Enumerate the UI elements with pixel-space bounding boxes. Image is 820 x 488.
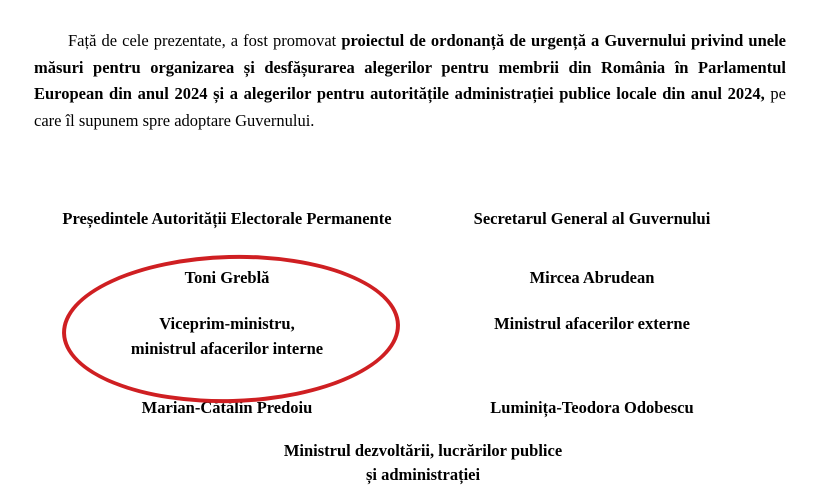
body-paragraph bbox=[34, 28, 786, 135]
spacer bbox=[34, 163, 786, 207]
signatory-title-interne-line1: Viceprim-ministru, bbox=[159, 314, 295, 334]
signature-row-names-2 bbox=[34, 396, 786, 421]
signatory-title-interne bbox=[34, 312, 410, 362]
signatory-title-dezvoltare-line2: și administrației bbox=[365, 465, 481, 485]
paragraph-lead-text: Față de cele prezentate, a fost promovat bbox=[68, 31, 342, 50]
signatory-title-dezvoltare-line1: Ministrul dezvoltării, lucrărilor publice bbox=[283, 440, 563, 460]
signatory-name-abrudean: Mircea Abrudean bbox=[529, 267, 655, 287]
spacer bbox=[34, 232, 786, 266]
signature-block bbox=[34, 163, 786, 488]
signatory-title-externe: Ministrul afacerilor externe bbox=[494, 314, 690, 334]
signatory-name-predoiu: Marian-Cătălin Predoiu bbox=[141, 397, 313, 417]
signature-row-names-1 bbox=[34, 266, 786, 291]
signatory-name-odobescu: Luminița-Teodora Odobescu bbox=[490, 397, 694, 417]
paragraph-bold-text: proiectul de ordonanță de urgență a Guvernului privind unele măsuri pentru organizarea și desfășurarea alegerilor pentru membrii din România în Parlamentul European din anul 2024 și a alegerilor pentru autoritățile administrației publice locale din anul 2024, bbox=[34, 31, 786, 104]
signatory-title-sgg: Secretarul General al Guvernului bbox=[473, 208, 711, 228]
signatory-name-grebla: Toni Greblă bbox=[184, 267, 270, 287]
spacer bbox=[34, 362, 786, 396]
spacer bbox=[34, 290, 786, 312]
signature-row-titles bbox=[34, 207, 786, 232]
signature-row-titles-2 bbox=[34, 312, 786, 362]
paragraph-tail-text: pe care îl supunem spre adoptare Guvernului. bbox=[34, 84, 786, 131]
signatory-title-interne-line2: ministrul afacerilor interne bbox=[130, 339, 324, 359]
spacer bbox=[34, 421, 786, 439]
signatory-title-aep: Președintele Autorității Electorale Permanente bbox=[62, 208, 392, 228]
signatory-title-dezvoltare bbox=[34, 439, 786, 488]
